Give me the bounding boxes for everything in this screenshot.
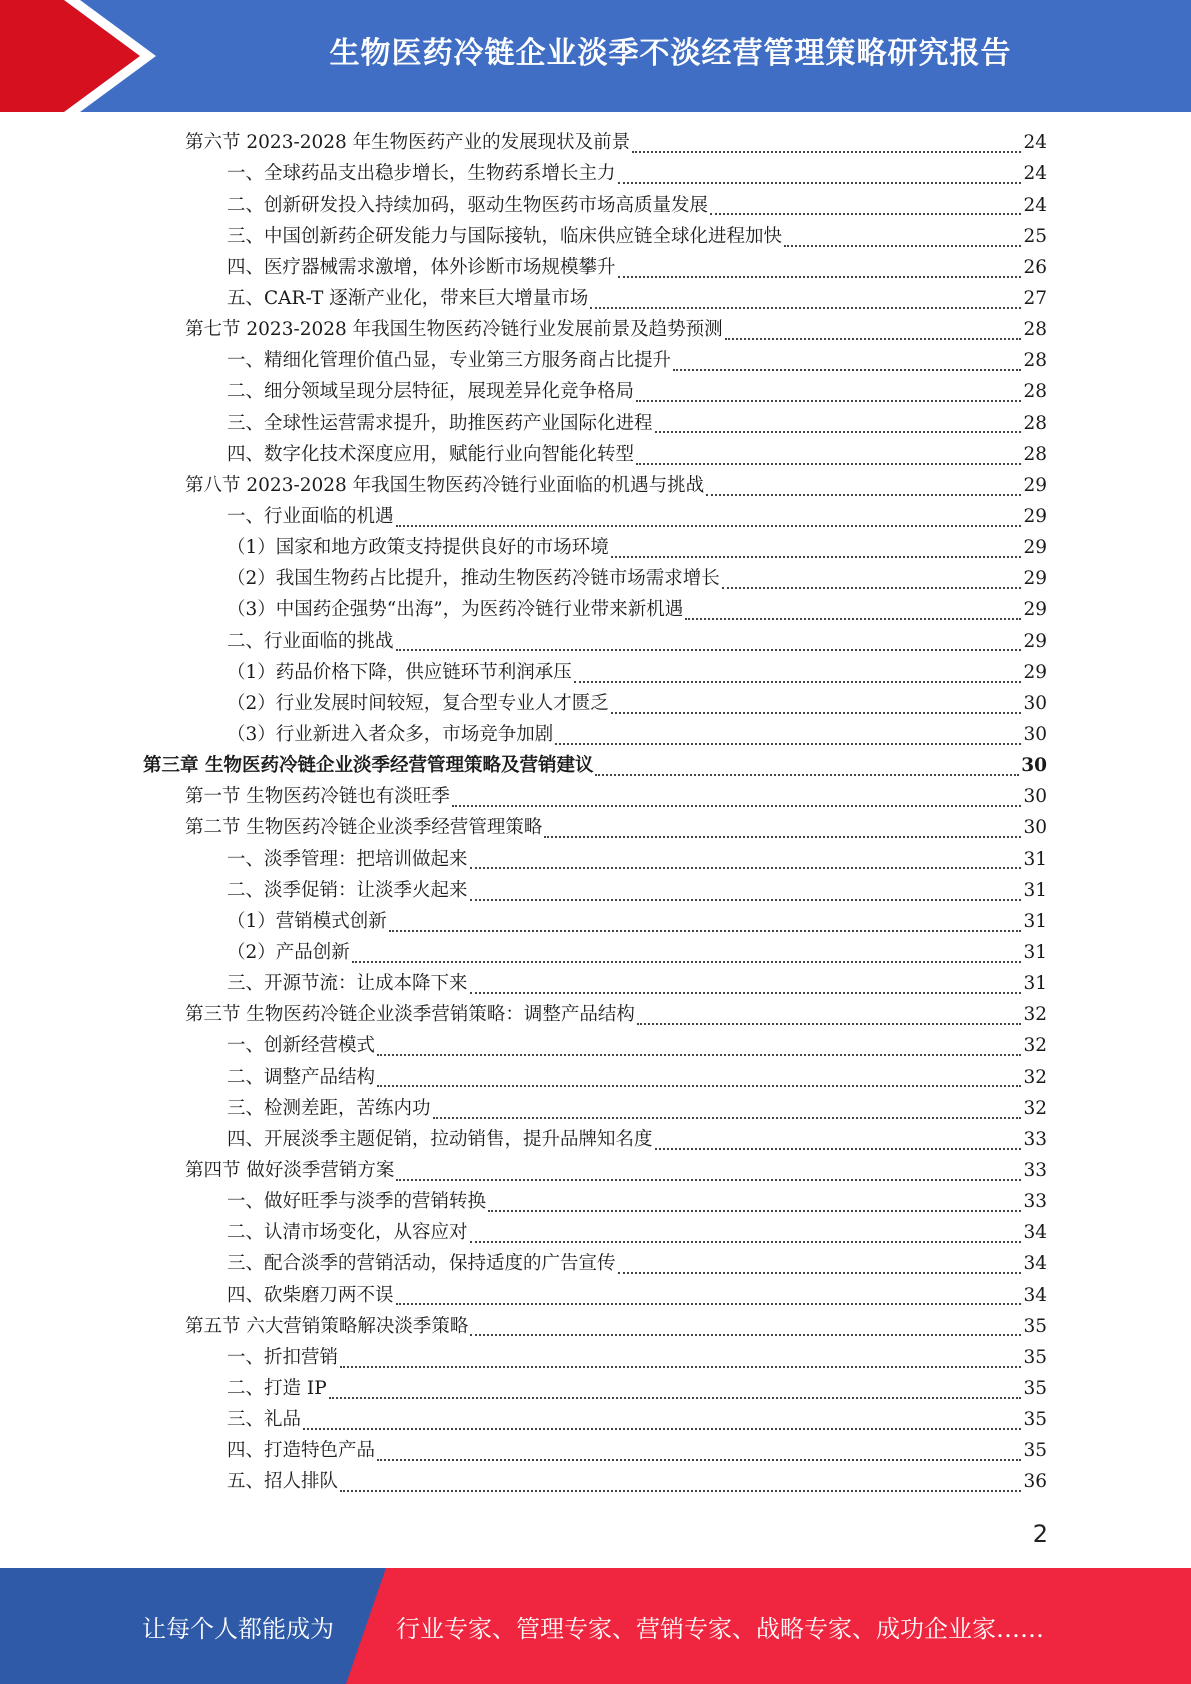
toc-entry-title: 第四节 做好淡季营销方案: [185, 1159, 395, 1181]
toc-entry[interactable]: [143, 502, 1047, 533]
toc-entry[interactable]: [143, 751, 1047, 782]
toc-leader-dots: [303, 1418, 1021, 1430]
toc-entry-title: （2）我国生物药占比提升，推动生物医药冷链市场需求增长: [227, 568, 720, 590]
toc-entry-page: 29: [1023, 506, 1047, 527]
toc-entry-title: 一、折扣营销: [227, 1346, 339, 1368]
toc-entry-page: 31: [1023, 941, 1047, 963]
toc-leader-dots: [340, 1356, 1021, 1368]
toc-entry[interactable]: [143, 439, 1047, 470]
toc-leader-dots: [389, 920, 1022, 932]
toc-leader-dots: [329, 1387, 1022, 1399]
header-red-block: [0, 0, 140, 112]
toc-entry[interactable]: [143, 1342, 1047, 1373]
toc-leader-dots: [590, 297, 1021, 309]
toc-entry-title: 一、做好旺季与淡季的营销转换: [227, 1191, 487, 1213]
toc-entry-page: 31: [1023, 879, 1047, 901]
toc-entry[interactable]: [143, 253, 1047, 284]
toc-entry-page: 32: [1023, 1066, 1047, 1088]
toc-entry[interactable]: [143, 1467, 1047, 1498]
toc-entry-title: 一、淡季管理：把培训做起来: [227, 848, 468, 870]
page-header: [0, 0, 1191, 112]
toc-entry-page: 29: [1023, 537, 1047, 559]
toc-entry-page: 29: [1023, 599, 1047, 621]
toc-entry[interactable]: [143, 377, 1047, 408]
toc-entry-title: 一、精细化管理价值凸显，专业第三方服务商占比提升: [227, 350, 672, 372]
footer-slogan-right: 行业专家、管理专家、营销专家、战略专家、成功企业家……: [396, 1614, 1044, 1643]
toc-entry[interactable]: [143, 284, 1047, 315]
toc-entry-page: 30: [1021, 755, 1047, 777]
toc-entry[interactable]: [143, 1125, 1047, 1156]
toc-leader-dots: [611, 702, 1022, 714]
page-footer: [0, 1568, 1191, 1684]
toc-entry-title: 二、细分领域呈现分层特征，展现差异化竞争格局: [227, 381, 635, 403]
toc-entry[interactable]: [143, 1218, 1047, 1249]
toc-entry[interactable]: [143, 190, 1047, 221]
toc-entry[interactable]: [143, 346, 1047, 377]
toc-entry[interactable]: [143, 720, 1047, 751]
toc-entry-page: 25: [1023, 225, 1047, 247]
toc-entry-title: 四、砍柴磨刀两不误: [227, 1284, 394, 1306]
toc-entry-title: 第三章 生物医药冷链企业淡季经营管理策略及营销建议: [143, 755, 594, 777]
toc-entry[interactable]: [143, 471, 1047, 502]
toc-entry[interactable]: [143, 595, 1047, 626]
toc-leader-dots: [636, 453, 1021, 465]
toc-leader-dots: [655, 421, 1022, 433]
toc-entry[interactable]: [143, 533, 1047, 564]
toc-leader-dots: [710, 203, 1021, 215]
toc-leader-dots: [544, 826, 1021, 838]
toc-leader-dots: [632, 141, 1021, 153]
toc-leader-dots: [722, 577, 1022, 589]
toc-leader-dots: [685, 608, 1021, 620]
toc-entry[interactable]: [143, 782, 1047, 813]
toc-entry[interactable]: [143, 1156, 1047, 1187]
toc-entry-title: （3）行业新进入者众多，市场竞争加剧: [227, 723, 554, 745]
toc-leader-dots: [725, 328, 1022, 340]
toc-entry-page: 34: [1023, 1284, 1047, 1306]
toc-entry[interactable]: [143, 626, 1047, 657]
toc-leader-dots: [555, 733, 1021, 745]
toc-leader-dots: [470, 982, 1022, 994]
toc-entry[interactable]: [143, 128, 1047, 159]
toc-entry-page: 36: [1023, 1471, 1047, 1493]
toc-entry-page: 29: [1023, 474, 1047, 496]
toc-entry-page: 35: [1023, 1346, 1047, 1368]
toc-entry-page: 29: [1023, 630, 1047, 652]
toc-entry[interactable]: [143, 159, 1047, 190]
toc-entry-title: 三、中国创新药企研发能力与国际接轨，临床供应链全球化进程加快: [227, 225, 783, 247]
toc-leader-dots: [618, 172, 1022, 184]
toc-entry-page: 33: [1023, 1159, 1047, 1181]
toc-leader-dots: [784, 235, 1021, 247]
toc-entry-title: 五、招人排队: [227, 1471, 339, 1493]
toc-entry-page: 28: [1023, 443, 1047, 465]
toc-entry-title: （2）产品创新: [227, 941, 350, 963]
toc-entry-page: 30: [1023, 786, 1047, 808]
toc-entry-title: （3）中国药企强势“出海”，为医药冷链行业带来新机遇: [227, 599, 684, 621]
toc-entry-title: 二、调整产品结构: [227, 1066, 376, 1088]
toc-entry[interactable]: [143, 564, 1047, 595]
toc-entry-title: 一、行业面临的机遇: [227, 506, 394, 527]
toc-entry-title: 四、打造特色产品: [227, 1440, 376, 1462]
toc-entry-page: 28: [1023, 412, 1047, 434]
toc-entry-page: 35: [1023, 1440, 1047, 1462]
toc-entry-page: 31: [1023, 910, 1047, 932]
toc-entry-page: 28: [1023, 350, 1047, 372]
toc-leader-dots: [470, 1231, 1022, 1243]
toc-leader-dots: [488, 1200, 1021, 1212]
toc-entry-page: 34: [1023, 1253, 1047, 1275]
toc-leader-dots: [470, 857, 1022, 869]
toc-entry-title: 五、CAR-T 逐渐产业化，带来巨大增量市场: [227, 288, 589, 310]
toc-entry-title: 三、开源节流：让成本降下来: [227, 973, 468, 995]
toc-entry[interactable]: [143, 813, 1047, 844]
toc-leader-dots: [377, 1044, 1021, 1056]
toc-entry-page: 32: [1023, 1097, 1047, 1119]
toc-entry-title: 三、配合淡季的营销活动，保持适度的广告宣传: [227, 1253, 616, 1275]
toc-entry-page: 33: [1023, 1128, 1047, 1150]
page-title: 生物医药冷链企业淡季不淡经营管理策略研究报告: [329, 36, 1012, 71]
toc-entry-page: 29: [1023, 661, 1047, 683]
toc-entry-title: （1）营销模式创新: [227, 910, 387, 932]
toc-leader-dots: [396, 1293, 1022, 1305]
toc-leader-dots: [452, 795, 1022, 807]
toc-entry[interactable]: [143, 408, 1047, 439]
toc-entry[interactable]: [143, 689, 1047, 720]
toc-entry[interactable]: [143, 1062, 1047, 1093]
toc-entry-page: 35: [1023, 1409, 1047, 1431]
toc-leader-dots: [595, 764, 1019, 776]
toc-leader-dots: [636, 390, 1021, 402]
toc-entry-page: 31: [1023, 848, 1047, 870]
toc-entry-title: 四、数字化技术深度应用，赋能行业向智能化转型: [227, 443, 635, 465]
toc-entry-title: 第一节 生物医药冷链也有淡旺季: [185, 786, 450, 808]
table-of-contents: [143, 128, 1047, 1498]
toc-entry-title: 三、全球性运营需求提升，助推医药产业国际化进程: [227, 412, 653, 434]
toc-entry[interactable]: [143, 969, 1047, 1000]
toc-entry-title: 一、全球药品支出稳步增长，生物药系增长主力: [227, 163, 616, 185]
page-number: 2: [1032, 1520, 1048, 1548]
toc-entry-title: 三、检测差距，苦练内功: [227, 1097, 431, 1119]
toc-leader-dots: [637, 1013, 1022, 1025]
toc-leader-dots: [574, 671, 1022, 683]
toc-entry-title: 二、打造 IP: [227, 1377, 327, 1399]
toc-entry-page: 30: [1023, 817, 1047, 839]
toc-leader-dots: [340, 1480, 1021, 1492]
toc-entry-page: 32: [1023, 1035, 1047, 1057]
toc-entry-title: 二、行业面临的挑战: [227, 630, 394, 652]
toc-entry[interactable]: [143, 221, 1047, 252]
toc-leader-dots: [396, 639, 1022, 651]
toc-entry[interactable]: [143, 657, 1047, 688]
toc-entry[interactable]: [143, 844, 1047, 875]
toc-leader-dots: [352, 951, 1022, 963]
toc-entry-title: 第三节 生物医药冷链企业淡季营销策略：调整产品结构: [185, 1004, 635, 1026]
toc-entry-title: （2）行业发展时间较短，复合型专业人才匮乏: [227, 692, 609, 714]
toc-leader-dots: [433, 1107, 1022, 1119]
toc-entry[interactable]: [143, 938, 1047, 969]
toc-entry-page: 33: [1023, 1191, 1047, 1213]
toc-entry[interactable]: [143, 1093, 1047, 1124]
toc-leader-dots: [673, 359, 1021, 371]
header-red-chevron: [0, 0, 160, 112]
toc-leader-dots: [611, 546, 1022, 558]
toc-leader-dots: [470, 1324, 1021, 1336]
toc-leader-dots: [618, 1262, 1022, 1274]
toc-entry-page: 30: [1023, 723, 1047, 745]
toc-entry-title: 四、开展淡季主题促销，拉动销售，提升品牌知名度: [227, 1128, 653, 1150]
toc-entry-title: 第七节 2023-2028 年我国生物医药冷链行业发展前景及趋势预测: [185, 319, 723, 341]
toc-entry[interactable]: [143, 1436, 1047, 1467]
toc-entry-page: 24: [1023, 163, 1047, 185]
toc-entry-title: 二、淡季促销：让淡季火起来: [227, 879, 468, 901]
toc-entry-page: 26: [1023, 256, 1047, 278]
toc-entry-title: 二、创新研发投入持续加码，驱动生物医药市场高质量发展: [227, 194, 709, 216]
toc-leader-dots: [470, 889, 1022, 901]
toc-entry[interactable]: [143, 907, 1047, 938]
toc-leader-dots: [377, 1449, 1021, 1461]
toc-entry[interactable]: [143, 1374, 1047, 1405]
toc-leader-dots: [655, 1138, 1022, 1150]
toc-entry-page: 28: [1023, 381, 1047, 403]
toc-entry[interactable]: [143, 1031, 1047, 1062]
footer-slogan-left: 让每个人都能成为: [142, 1614, 334, 1643]
toc-entry-title: 二、认清市场变化，从容应对: [227, 1222, 468, 1244]
toc-entry-title: 第二节 生物医药冷链企业淡季经营管理策略: [185, 817, 543, 839]
toc-entry-page: 29: [1023, 568, 1047, 590]
toc-entry[interactable]: [143, 875, 1047, 906]
toc-entry-page: 32: [1023, 1004, 1047, 1026]
toc-entry-title: 三、礼品: [227, 1409, 302, 1431]
toc-entry-page: 24: [1023, 132, 1047, 154]
toc-leader-dots: [377, 1075, 1021, 1087]
toc-entry[interactable]: [143, 1311, 1047, 1342]
toc-entry[interactable]: [143, 1280, 1047, 1311]
toc-leader-dots: [396, 515, 1022, 527]
toc-leader-dots: [618, 266, 1022, 278]
toc-entry[interactable]: [143, 1000, 1047, 1031]
toc-entry-page: 35: [1023, 1315, 1047, 1337]
toc-entry-title: 第五节 六大营销策略解决淡季策略: [185, 1315, 469, 1337]
toc-entry-title: （1）国家和地方政策支持提供良好的市场环境: [227, 537, 609, 559]
toc-entry-page: 27: [1023, 288, 1047, 310]
toc-leader-dots: [396, 1169, 1021, 1181]
toc-entry-page: 30: [1023, 692, 1047, 714]
toc-entry-title: 第八节 2023-2028 年我国生物医药冷链行业面临的机遇与挑战: [185, 474, 705, 496]
toc-entry-page: 35: [1023, 1377, 1047, 1399]
toc-entry[interactable]: [143, 1187, 1047, 1218]
toc-entry-page: 31: [1023, 973, 1047, 995]
toc-leader-dots: [706, 484, 1021, 496]
toc-entry[interactable]: [143, 315, 1047, 346]
toc-entry-page: 34: [1023, 1222, 1047, 1244]
toc-entry-title: 第六节 2023-2028 年生物医药产业的发展现状及前景: [185, 132, 631, 154]
toc-entry[interactable]: [143, 1405, 1047, 1436]
toc-entry-title: （1）药品价格下降，供应链环节利润承压: [227, 661, 572, 683]
toc-entry-page: 28: [1023, 319, 1047, 341]
toc-entry-title: 四、医疗器械需求激增，体外诊断市场规模攀升: [227, 256, 616, 278]
toc-entry[interactable]: [143, 1249, 1047, 1280]
toc-entry-title: 一、创新经营模式: [227, 1035, 376, 1057]
toc-entry-page: 24: [1023, 194, 1047, 216]
